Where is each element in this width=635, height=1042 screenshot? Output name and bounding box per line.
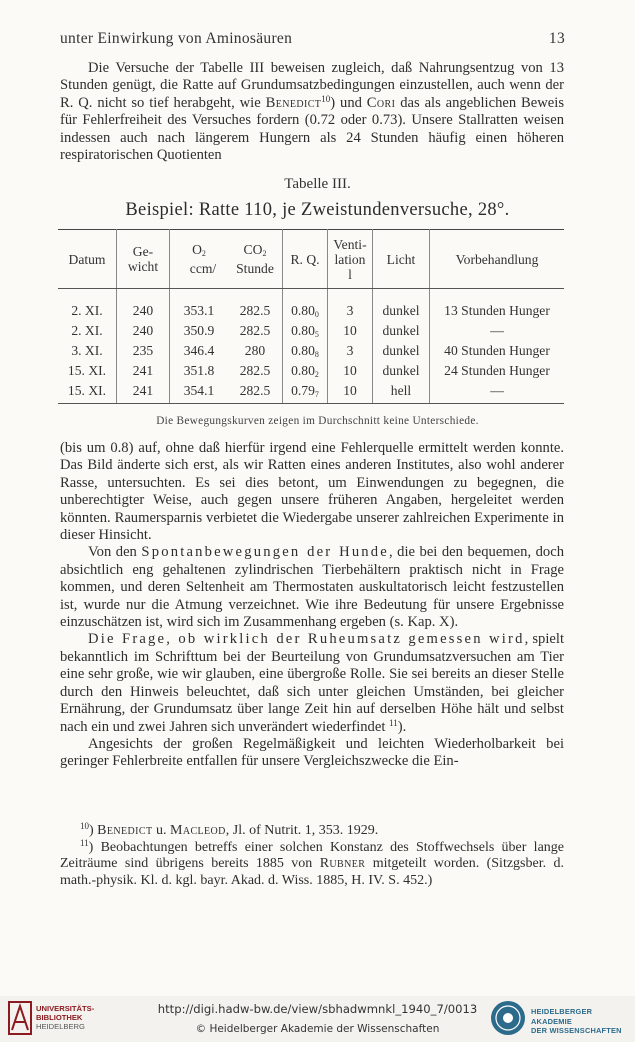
cell-datum: 15. XI. [58, 381, 117, 404]
permalink-url[interactable]: http://digi.hadw-bw.de/view/sbhadwmnkl_1940_7/0013 [157, 1002, 478, 1016]
cell-ventilation: 3 [328, 289, 373, 322]
cell-licht: dunkel [373, 289, 430, 322]
academy-seal-icon[interactable] [489, 999, 527, 1037]
cell-o2: 354.1 [170, 381, 229, 404]
paragraph-4: Die Frage, ob wirklich der Ruheumsatz gemessen wird, spielt bekanntlich im Schrifttum bei der Beurteilung von Grundumsatzversuchen am Tier eine sehr große, wie wir glauben, eine übergroße Rolle. Sie sei bereits an dieser Stelle durch den Hinweis beleuchtet, daß sich unter gleichen Umständen, bei gleicher Ernährung, der Grundumsatz über lange Zeit hin auf derselben Höhe hält und selbst nach ein und zwei Jahren sich unverändert wiederfindet $^{11}$). [60, 631, 564, 735]
cell-gewicht: 240 [117, 321, 170, 341]
header-licht: Licht [373, 230, 430, 289]
header-ventilation: Venti- lation l [328, 230, 373, 289]
paragraph-5: Angesichts der großen Regelmäßigkeit und leichten Wiederholbarkeit bei geringer Fehlerbreite entfallen für unsere Vergleichszwecke die Ein- [60, 735, 564, 770]
cell-o2: 353.1 [183, 303, 215, 318]
cell-o2: 346.4 [183, 343, 215, 358]
cell-vorbehandlung: 40 Stunden Hunger [444, 343, 550, 358]
table-note: Die Bewegungskurven zeigen im Durchschnitt keine Unterschiede. [156, 415, 479, 427]
para1-text-c: das als angeblichen Beweis für Fehlerfreiheit des Versuches fordern (0.72 oder 0.73). Unsere Stallratten weisen indessen auch nach längerem Hungern als 24 Stunden häufig einen höheren respiratorischen Quotienten [60, 94, 564, 164]
para1-text-a: Die Versuche der Tabelle III beweisen zugleich, daß Nahrungsentzug von 13 Stunden genügt, die Ratte auf Grundumsatzbedingungen einzustellen, auch wenn der R. Q. nicht so tief herabgeht, wie [60, 60, 564, 111]
cell-gewicht: 241 [117, 381, 170, 404]
cell-ventilation: 10 [328, 321, 373, 341]
table-row [58, 289, 564, 322]
cell-datum: 2. XI. [58, 321, 117, 341]
body-text [60, 440, 564, 771]
table-row [58, 321, 564, 341]
cell-vorbehandlung: 13 Stunden Hunger [444, 303, 550, 318]
cell-licht: dunkel [373, 341, 430, 361]
table-label: Tabelle III. [284, 176, 351, 192]
spaced-ruheumsatz: Die Frage, ob wirklich der Ruheumsatz gemessen wird [88, 631, 525, 648]
para1-text-b: ) und [330, 94, 367, 111]
cell-vorbehandlung: — [490, 323, 504, 338]
author-benedict: Benedict [265, 94, 322, 111]
footnotes [60, 823, 564, 889]
paragraph-3: Von den Spontanbewegungen der Hunde, die bei den bequemen, doch absichtlich eng gehaltenen zylindrischen Tierbehältern praktisch nicht in Frage kommen, und deren Seltenheit am Thermostaten auskultatorisch leicht festzustellen ist, wurde nur die Atmung verzeichnet. Wie ihre Bedeutung für unsere Ergebnisse einzuschätzen ist, wird sich im Zusammenhang ergeben (s. Kap. X). [60, 544, 565, 631]
cell-gewicht: 240 [117, 289, 170, 322]
table-header-row [58, 230, 564, 289]
table-row [58, 341, 564, 361]
table-row [58, 381, 564, 404]
cell-co2: 282.5 [228, 321, 283, 341]
data-table [58, 229, 564, 404]
cell-o2: 350.9 [183, 323, 215, 338]
footnote-11: $^{11}$) Beobachtungen betreffs einer solchen Konstanz des Stoffwechsels über lange Zeiträume sind übrigens bereits 1885 von Rubner mitgeteilt worden. (Sitzgsber. d. math.-physik. Kl. d. kgl. bayr. Akad. d. Wiss. 1885, H. IV. S. 452.) [60, 837, 564, 888]
header-o2: O2 ccm/ [170, 230, 229, 289]
footnote-ref-10[interactable]: 10 [321, 93, 331, 104]
cell-o2: 351.8 [183, 363, 215, 378]
spaced-spontanbewegungen: Spontanbewegungen der Hunde [141, 544, 389, 561]
paragraph-2: (bis um 0.8) auf, ohne daß hierfür irgend eine Fehlerquelle ermittelt werden konnte. Das Bild änderte sich erst, als wir Ratten eines anderen Institutes, also wohl anderer Rasse, untersuchten. Es sei dies betont, um Einwendungen zu begegnen, die unberechtigter Weise, auch gegen unsere früheren Angaben, hergeleitet werden könnten. Raumersparnis verbietet die Wiedergabe unserer zahlreichen Experimente in dieser Hinsicht. [60, 440, 564, 544]
cell-co2: 280 [228, 341, 283, 361]
cell-co2: 282.5 [228, 289, 283, 322]
header-rq: R. Q. [283, 230, 328, 289]
cell-vorbehandlung: 24 Stunden Hunger [444, 363, 550, 378]
cell-rq: 0.797 [283, 381, 328, 404]
paragraph-1 [60, 60, 564, 164]
cell-datum: 3. XI. [58, 341, 117, 361]
cell-ventilation: 10 [328, 361, 373, 381]
cell-rq: 0.802 [283, 361, 328, 381]
footnote-10: $^{10}$) Benedict u. Macleod, Jl. of Nutrit. 1, 353. 1929. [80, 821, 379, 838]
cell-ventilation: 10 [328, 381, 373, 404]
table-caption: Beispiel: Ratte 110, je Zweistundenversuche, 28°. [125, 200, 510, 220]
university-library-label[interactable]: UNIVERSITÄTS- BIBLIOTHEK HEIDELBERG [36, 1004, 95, 1031]
cell-rq: 0.808 [283, 341, 328, 361]
cell-licht: dunkel [373, 321, 430, 341]
table-body [58, 289, 564, 404]
cell-co2: 282.5 [228, 361, 283, 381]
header-gewicht: Ge- wicht [117, 230, 170, 289]
copyright-notice: © Heidelberger Akademie der Wissenschaften [195, 1023, 440, 1035]
cell-licht: hell [373, 381, 430, 404]
author-cori: Cori [366, 94, 396, 111]
cell-gewicht: 235 [117, 341, 170, 361]
cell-ventilation: 3 [328, 341, 373, 361]
cell-rq: 0.800 [283, 289, 328, 322]
footnote-ref-11[interactable]: 11 [389, 717, 398, 728]
footer-bar [0, 996, 635, 1042]
header-datum: Datum [58, 230, 117, 289]
running-head-title: unter Einwirkung von Aminosäuren [60, 30, 293, 47]
cell-gewicht: 241 [117, 361, 170, 381]
cell-datum: 2. XI. [58, 289, 117, 322]
running-head [60, 30, 565, 48]
cell-co2: 282.5 [228, 381, 283, 404]
cell-datum: 15. XI. [58, 361, 117, 381]
page-number: 13 [548, 30, 565, 47]
academy-label[interactable]: HEIDELBERGER AKADEMIE DER WISSENSCHAFTEN [531, 1007, 622, 1035]
header-co2: CO2 Stunde [228, 230, 283, 289]
cell-licht: dunkel [373, 361, 430, 381]
header-vorbehandlung: Vorbehandlung [430, 230, 565, 289]
table-row [58, 361, 564, 381]
cell-rq: 0.805 [283, 321, 328, 341]
cell-vorbehandlung: — [430, 381, 565, 404]
